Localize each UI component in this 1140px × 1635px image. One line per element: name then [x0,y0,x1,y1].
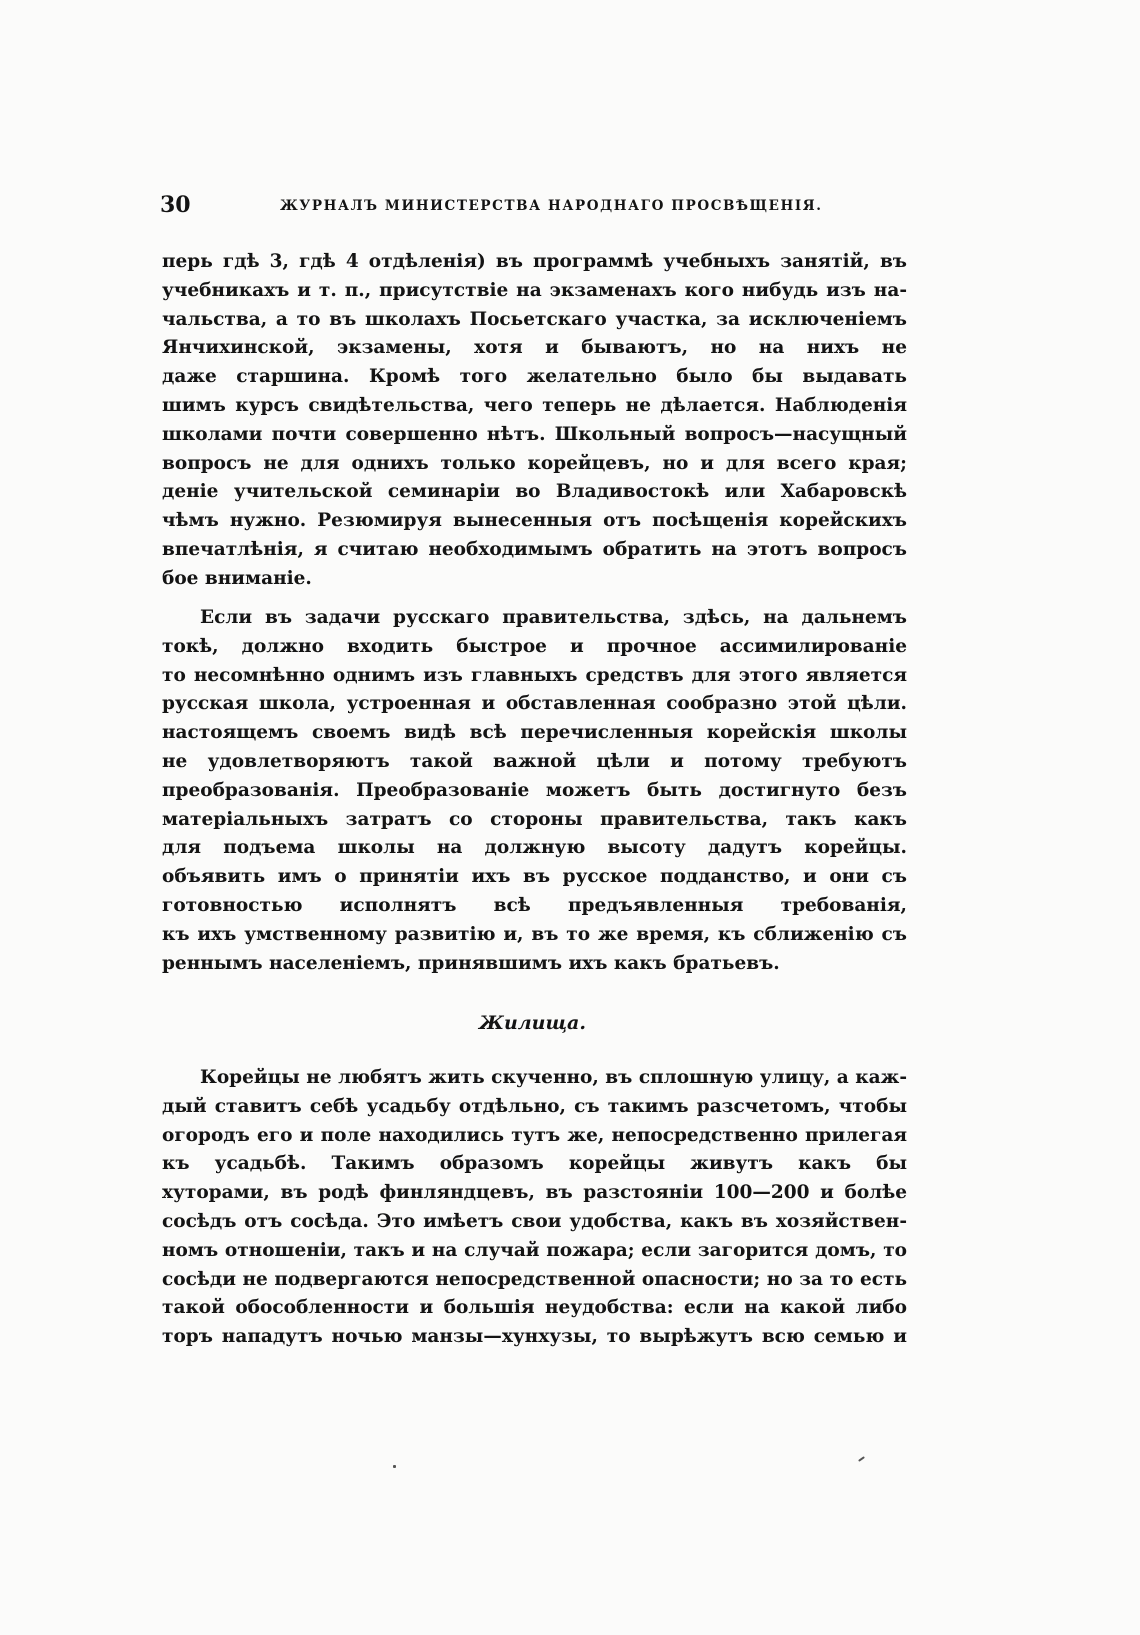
text-line: деніе учительской семинаріи во Владивостокѣ или Хабаровскѣ [162,481,907,503]
text-line: Янчихинской, экзамены, хотя и бываютъ, но на нихъ не [162,337,907,359]
text-line: не удовлетворяютъ такой важной цѣли и потому требуютъ [162,750,907,772]
text-line: вопросъ не для однихъ только корейцевъ, но и для всего края; [162,452,907,474]
page-number: 30 [160,192,191,218]
paragraph-1 [162,248,907,594]
page-header [160,192,905,222]
text-line: сосѣдъ отъ сосѣда. Это имѣетъ свои удобства, какъ въ хозяйствен- [162,1210,907,1232]
text-line: школами почти совершенно нѣтъ. Школьный вопросъ—насущный [162,423,907,445]
text-line: впечатлѣнія, я считаю необходимымъ обратить на этотъ вопросъ [162,538,907,560]
text-line: для подъема школы на должную высоту дадутъ корейцы. [162,837,907,859]
scan-speck [858,1456,865,1462]
text-line: Если въ задачи русскаго правительства, здѣсь, на дальнемъ [200,607,907,628]
text-line: огородъ его и поле находились тутъ же, непосредственно прилегая [162,1124,907,1146]
paragraph-3 [162,1064,907,1352]
text-line: торъ нападутъ ночью манзы—хунхузы, то вырѣжутъ всю семью и [162,1326,907,1348]
text-line: перь гдѣ 3, гдѣ 4 отдѣленія) въ программѣ учебныхъ занятій, въ [162,251,907,272]
text-line: готовностью исполнятъ всѣ предъявленныя требованія, [162,894,907,916]
running-title: ЖУРНАЛЪ МИНИСТЕРСТВА НАРОДНАГО ПРОСВѢЩЕНІЯ. [280,198,823,214]
text-line: русская школа, устроенная и обставленная сообразно этой цѣли. [162,693,907,715]
text-line: чѣмъ нужно. Резюмируя вынесенныя отъ посѣщенія корейскихъ [162,510,907,532]
text-line: Корейцы не любятъ жить скученно, въ сплошную улицу, а каж- [200,1067,907,1088]
text-line: даже старшина. Кромѣ того желательно было бы выдавать [162,366,907,388]
scan-speck [393,1465,396,1468]
text-line: то несомнѣнно однимъ изъ главныхъ средствъ для этого является [162,664,907,686]
paragraph-2 [162,604,907,978]
section-title: Жилища. [479,1012,586,1034]
text-line: къ ихъ умственному развитію и, въ то же время, къ сближенію съ [162,923,907,945]
text-line: матеріальныхъ затратъ со стороны правительства, такъ какъ [162,808,907,830]
text-line: учебникахъ и т. п., присутствіе на экзаменахъ кого нибудь изъ на- [162,279,907,301]
text-line: объявить имъ о принятіи ихъ въ русское подданство, и они съ [162,866,907,888]
text-line: дый ставитъ себѣ усадьбу отдѣльно, съ такимъ разсчетомъ, чтобы [162,1095,907,1117]
text-line: чальства, а то въ школахъ Посьетскаго участка, за исключеніемъ [162,308,907,330]
text-line: къ усадьбѣ. Такимъ образомъ корейцы живутъ какъ бы [162,1153,907,1175]
text-line: бое вниманіе. [162,567,312,589]
text-line: номъ отношеніи, такъ и на случай пожара; если загорится домъ, то [162,1239,907,1261]
text-line: настоящемъ своемъ видѣ всѣ перечисленныя корейскія школы [162,722,907,744]
text-line: такой обособленности и большія неудобства: если на какой либо [162,1297,907,1319]
text-line: шимъ курсъ свидѣтельства, чего теперь не дѣлается. Наблюденія [162,394,907,416]
text-line: хуторами, въ родѣ финляндцевъ, въ разстояніи 100—200 и болѣе [162,1182,907,1204]
text-line: реннымъ населеніемъ, принявшимъ ихъ какъ братьевъ. [162,952,780,974]
text-line: токѣ, должно входить быстрое и прочное ассимилированіе [162,635,907,657]
text-line: преобразованія. Преобразованіе можетъ быть достигнуто безъ [162,779,907,801]
text-line: сосѣди не подвергаются непосредственной опасности; но за то есть [162,1268,907,1290]
